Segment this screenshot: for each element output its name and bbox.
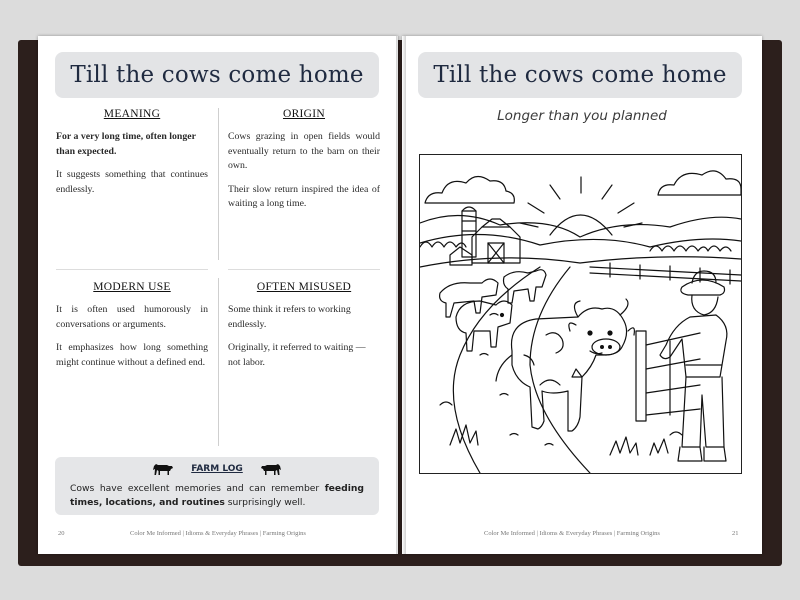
cow-background-3 — [456, 301, 512, 351]
divider-vertical-bottom — [218, 278, 219, 446]
often-misused-text-2: Originally, it referred to waiting — not labor. — [228, 342, 366, 368]
farm-log-label: FARM LOG — [191, 464, 243, 474]
right-page — [402, 36, 762, 554]
cloud-left — [425, 176, 514, 203]
cloud-right — [658, 171, 741, 195]
farm-log-text — [70, 482, 364, 510]
meaning-heading: MEANING — [103, 108, 161, 120]
farm-log-header — [55, 462, 379, 476]
cow-icon — [152, 462, 174, 476]
farm-log-text-end: surprisingly well. — [224, 497, 306, 508]
modern-use-text-1: It is often used humorously in conversations or arguments. — [56, 304, 208, 330]
origin-heading: ORIGIN — [282, 108, 326, 120]
modern-use-text-2: It emphasizes how long something might continue without a defined end. — [56, 342, 208, 368]
farm-log-text-bold: feeding times, locations, and routines — [70, 483, 364, 508]
divider-horizontal-left — [56, 269, 208, 270]
divider-horizontal-right — [228, 269, 380, 270]
right-page-title: Till the cows come home — [418, 52, 742, 98]
origin-text-2: Their slow return inspired the idea of waiting a long time. — [228, 183, 380, 209]
fence-back — [590, 267, 741, 281]
left-page-footer: Color Me Informed | Idioms & Everyday Phrases | Farming Origins — [130, 530, 306, 537]
modern-use-heading: MODERN USE — [93, 281, 171, 293]
right-page-footer: Color Me Informed | Idioms & Everyday Phrases | Farming Origins — [484, 530, 660, 537]
origin-section — [228, 108, 380, 221]
dirt-path — [453, 267, 590, 473]
modern-use-section — [56, 281, 208, 379]
often-misused-text-1: Some think it refers to working endlessly. — [228, 304, 351, 330]
meaning-text-2: It suggests something that continues endlessly. — [56, 169, 208, 195]
meaning-text-1: For a very long time, often longer than expected. — [56, 131, 196, 157]
meaning-section — [56, 108, 208, 206]
often-misused-heading: OFTEN MISUSED — [256, 281, 352, 293]
farm-log-text-start: Cows have excellent memories and can remember — [70, 483, 325, 494]
cow-main — [496, 299, 634, 431]
cow-icon — [260, 462, 282, 476]
sun — [550, 215, 612, 235]
divider-vertical-top — [218, 108, 219, 260]
left-page — [38, 36, 398, 554]
tree-line — [420, 242, 731, 251]
cow-background-1 — [440, 279, 498, 317]
book-gutter — [396, 36, 406, 554]
left-page-number: 20 — [58, 530, 65, 537]
farm-scene-drawing — [420, 155, 741, 473]
gate — [636, 331, 700, 421]
sun-rays — [520, 177, 642, 227]
coloring-illustration — [419, 154, 742, 474]
left-page-title: Till the cows come home — [55, 52, 379, 98]
right-page-number: 21 — [732, 530, 739, 537]
cow-background-2 — [504, 270, 547, 303]
right-page-subtitle: Longer than you planned — [497, 108, 667, 124]
grass — [450, 425, 668, 455]
often-misused-section — [228, 281, 380, 379]
farm-log-box — [55, 457, 379, 515]
origin-text-1: Cows grazing in open fields would eventually return to the barn on their own. — [228, 131, 380, 171]
hill-back — [420, 215, 741, 237]
shed — [450, 247, 472, 265]
